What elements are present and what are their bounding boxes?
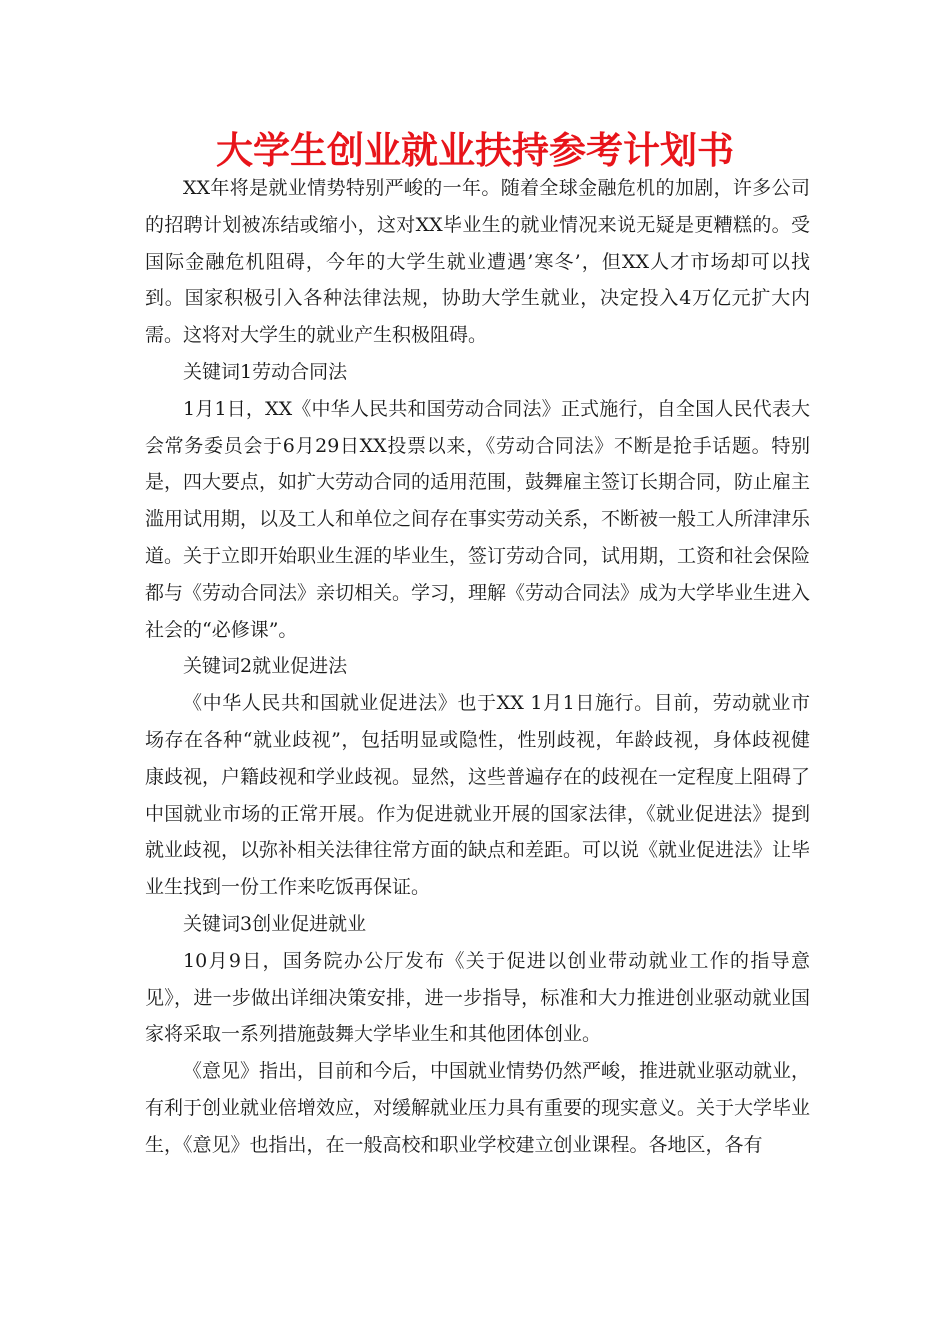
keyword-heading-2: 关键词2就业促进法	[183, 655, 348, 678]
document-title: 大学生创业就业扶持参考计划书	[216, 129, 734, 172]
employment-promotion-paragraph: 《中华人民共和国就业促进法》也于XX 1月1日施行。目前，劳动就业市场存在各种“就业歧视”，包括明显或隐性，性别歧视，年龄歧视，身体歧视健康歧视，户籍歧视和学业歧视。显然，这些普遍存在的歧视在一定程度上阻碍了中国就业市场的正常开展。作为促进就业开展的国家法律，《就业促进法》提到就业歧视，以弥补相关法律往常方面的缺点和差距。可以说《就业促进法》让毕业生找到一份工作来吃饭再保证。	[145, 692, 811, 899]
intro-paragraph: XX年将是就业情势特别严峻的一年。随着全球金融危机的加剧，许多公司的招聘计划被冻结或缩小，这对XX毕业生的就业情况来说无疑是更糟糕的。受国际金融危机阻碍，今年的大学生就业遭遇’寒冬’，但XX人才市场却可以找到。国家积极引入各种法律法规，协助大学生就业，决定投入4万亿元扩大内需。这将对大学生的就业产生积极阻碍。	[145, 177, 810, 347]
entrepreneurship-paragraph: 10月9日，国务院办公厅发布《关于促进以创业带动就业工作的指导意见》，进一步做出详细决策安排，进一步指导，标准和大力推进创业驱动就业国家将采取一系列措施鼓舞大学毕业生和其他团体创业。	[145, 949, 810, 1046]
keyword-heading-3: 关键词3创业促进就业	[183, 912, 367, 935]
labor-contract-paragraph: 1月1日，XX《中华人民共和国劳动合同法》正式施行，自全国人民代表大会常务委员会于6月29日XX投票以来，《劳动合同法》不断是抢手话题。特别是，四大要点，如扩大劳动合同的适用范围，鼓舞雇主签订长期合同，防止雇主滥用试用期，以及工人和单位之间存在事实劳动关系，不断被一般工人所津津乐道。关于立即开始职业生涯的毕业生，签订劳动合同，试用期，工资和社会保险都与《劳动合同法》亲切相关。学习，理解《劳动合同法》成为大学毕业生进入社会的“必修课”。	[145, 397, 811, 641]
keyword-heading-1: 关键词1劳动合同法	[183, 360, 348, 383]
document-body	[145, 170, 810, 1164]
opinion-paragraph: 《意见》指出，目前和今后，中国就业情势仍然严峻，推进就业驱动就业，有利于创业就业倍增效应，对缓解就业压力具有重要的现实意义。关于大学毕业生，《意见》也指出，在一般高校和职业学校建立创业课程。各地区，各有	[145, 1060, 811, 1156]
